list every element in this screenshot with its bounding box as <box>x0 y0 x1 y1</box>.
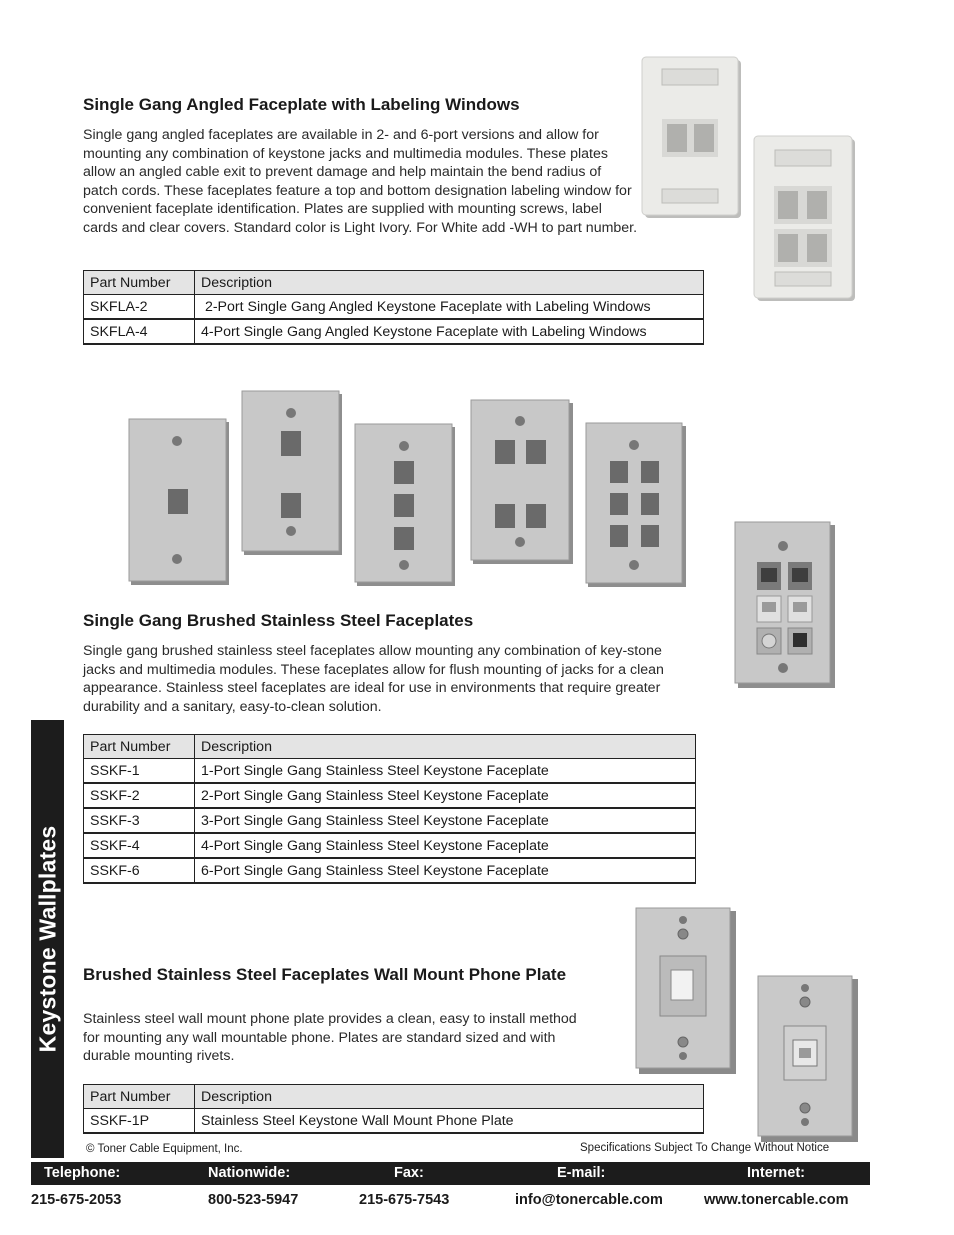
section-title-phone-plate: Brushed Stainless Steel Faceplates Wall Mount Phone Plate <box>83 965 567 984</box>
section-title-stainless: Single Gang Brushed Stainless Steel Faceplates <box>83 611 474 630</box>
header-part-number: Part Number <box>84 1085 195 1109</box>
table-header-row <box>84 735 696 759</box>
header-description: Description <box>195 735 696 759</box>
description-cell: Stainless Steel Keystone Wall Mount Phone Plate <box>195 1109 704 1134</box>
description-cell: 3-Port Single Gang Stainless Steel Keystone Faceplate <box>195 808 696 833</box>
table-row <box>84 1109 704 1134</box>
table-row <box>84 319 704 344</box>
stainless-faceplate-3port-image <box>355 424 455 586</box>
part-number-cell: SSKF-1 <box>84 759 195 784</box>
section-sidebar-tab <box>31 720 64 1158</box>
table-row <box>84 759 696 784</box>
wall-phone-plate-image <box>636 908 736 1074</box>
description-cell: 2-Port Single Gang Angled Keystone Faceplate with Labeling Windows <box>195 295 704 320</box>
disclaimer-text: Specifications Subject To Change Without Notice <box>580 1142 830 1154</box>
header-description: Description <box>195 271 704 295</box>
stainless-faceplate-1port-image <box>129 419 229 585</box>
parts-table-stainless <box>83 734 696 884</box>
table-row <box>84 808 696 833</box>
part-number-cell: SSKF-1P <box>84 1109 195 1134</box>
stainless-faceplate-6port-image <box>586 423 686 587</box>
wall-phone-plate-with-jack-image <box>758 976 858 1142</box>
copyright-text: © Toner Cable Equipment, Inc. <box>86 1143 243 1155</box>
description-cell: 2-Port Single Gang Stainless Steel Keystone Faceplate <box>195 783 696 808</box>
description-cell: 4-Port Single Gang Angled Keystone Faceplate with Labeling Windows <box>195 319 704 344</box>
section-paragraph-stainless: Single gang brushed stainless steel faceplates allow mounting any combination of key-stone jacks and multimedia modules. These faceplates allow for flush mounting of jacks for a clean appearance. Stainless steel faceplates are ideal for use in environments that require greater durability and a sanitary, easy-to-clean solution. <box>83 643 664 715</box>
email-label: E-mail: <box>557 1165 606 1181</box>
sidebar-label: Keystone Wallplates <box>34 825 60 1053</box>
part-number-cell: SSKF-2 <box>84 783 195 808</box>
table-row <box>84 833 696 858</box>
part-number-cell: SKFLA-4 <box>84 319 195 344</box>
header-description: Description <box>195 1085 704 1109</box>
email-link[interactable]: info@tonercable.com <box>515 1192 663 1208</box>
section-paragraph-angled: Single gang angled faceplates are available in 2- and 6-port versions and allow for mounting any combination of keystone jacks and multimedia modules. These plates allow an angled cable exit to prevent damage and help maintain the bend radius of patch cords. These faceplates feature a top and bottom designation labeling window for convenient faceplate identification. Plates are supplied with mounting screws, label cards and clear covers. Standard color is Light Ivory. For White add -WH to part number. <box>83 127 638 236</box>
description-cell: 6-Port Single Gang Stainless Steel Keystone Faceplate <box>195 858 696 883</box>
table-row <box>84 783 696 808</box>
parts-table-angled <box>83 270 704 345</box>
internet-label: Internet: <box>747 1165 805 1181</box>
description-cell: 4-Port Single Gang Stainless Steel Keystone Faceplate <box>195 833 696 858</box>
telephone-value: 215-675-2053 <box>31 1192 122 1208</box>
table-header-row <box>84 1085 704 1109</box>
description-cell: 1-Port Single Gang Stainless Steel Keystone Faceplate <box>195 759 696 784</box>
angled-faceplate-2port-image <box>642 57 742 219</box>
telephone-label: Telephone: <box>44 1165 121 1181</box>
nationwide-label: Nationwide: <box>208 1165 291 1181</box>
website-link[interactable]: www.tonercable.com <box>704 1192 849 1208</box>
nationwide-value: 800-523-5947 <box>208 1192 299 1208</box>
stainless-faceplate-2port-image <box>242 391 342 555</box>
header-part-number: Part Number <box>84 271 195 295</box>
part-number-cell: SKFLA-2 <box>84 295 195 320</box>
stainless-faceplate-4port-image <box>471 400 573 564</box>
table-row <box>84 295 704 320</box>
fax-label: Fax: <box>394 1165 424 1181</box>
parts-table-phone-plate <box>83 1084 704 1134</box>
stainless-faceplate-with-modules-image <box>735 522 835 688</box>
contact-label-bar <box>31 1162 870 1185</box>
table-header-row <box>84 271 704 295</box>
part-number-cell: SSKF-4 <box>84 833 195 858</box>
table-row <box>84 858 696 883</box>
part-number-cell: SSKF-3 <box>84 808 195 833</box>
header-part-number: Part Number <box>84 735 195 759</box>
section-paragraph-phone-plate: Stainless steel wall mount phone plate provides a clean, easy to install method for mounting any wall mountable phone. Plates are standard sized and with durable mounting rivets. <box>83 1011 577 1065</box>
section-title-angled: Single Gang Angled Faceplate with Labeling Windows <box>83 95 520 114</box>
part-number-cell: SSKF-6 <box>84 858 195 883</box>
angled-faceplate-4port-image <box>754 136 856 302</box>
fax-value: 215-675-7543 <box>359 1192 450 1208</box>
